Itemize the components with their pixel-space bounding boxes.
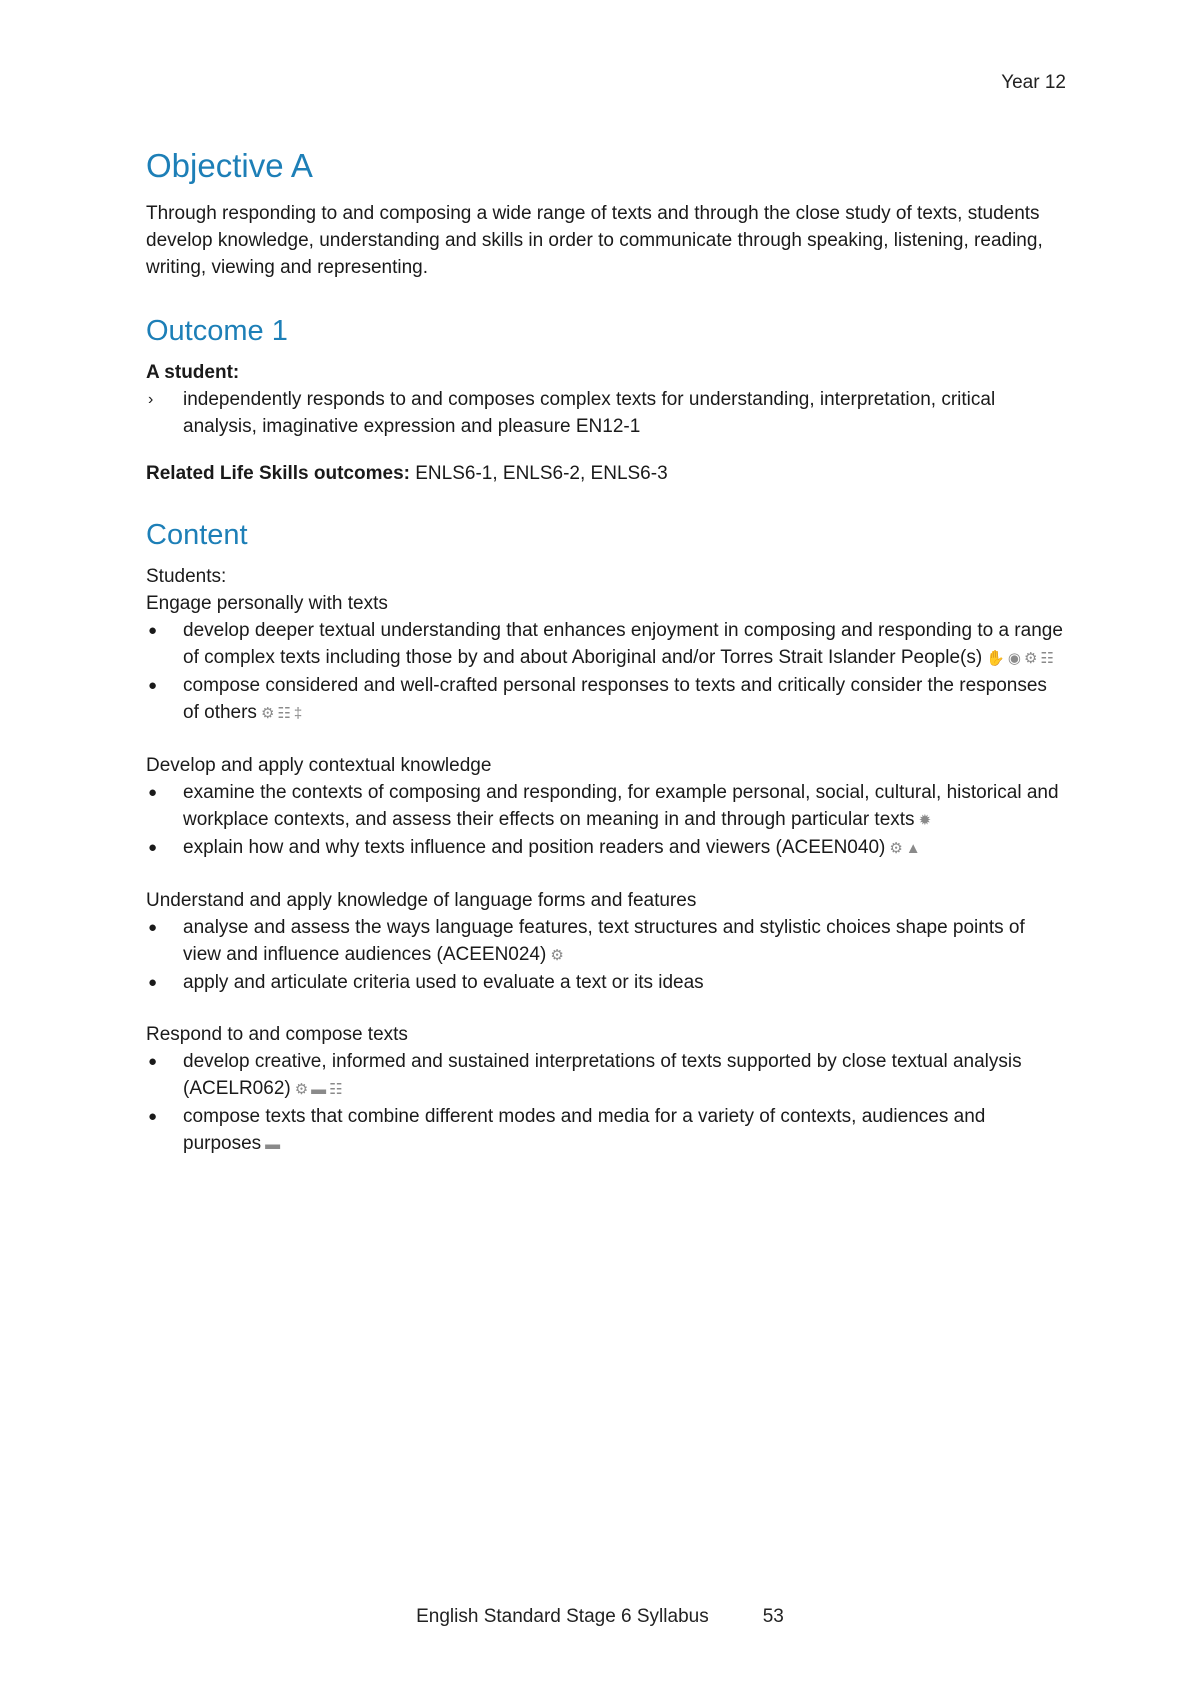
bullet-icon: ● (148, 1108, 158, 1125)
critical-creative-thinking-icon: ⚙ (294, 1081, 312, 1098)
learning-across-curriculum-icons (295, 1081, 346, 1098)
bullet-icon: ● (148, 919, 158, 936)
footer (0, 1606, 1200, 1628)
learning-across-curriculum-icons (986, 650, 1057, 667)
bullet-icon: ● (148, 839, 158, 856)
critical-creative-thinking-icon: ⚙ (550, 947, 567, 964)
content-item-text: compose considered and well-crafted personal responses to texts and critically consider the responses of others (183, 675, 1047, 723)
critical-creative-thinking-icon: ⚙ (889, 840, 906, 857)
content-group-title: Develop and apply contextual knowledge (146, 755, 492, 776)
content-item-text: examine the contexts of composing and responding, for example personal, social, cultural, historical and workplace contexts, and assess their effects on meaning in and through particular texts (183, 782, 1059, 830)
aboriginal-torres-strait-islander-icon: ✋ (986, 650, 1008, 667)
page-content (146, 146, 1066, 1183)
content-group-title: Understand and apply knowledge of language forms and features (146, 890, 697, 911)
content-list (146, 1048, 1066, 1158)
related-value: ENLS6-1, ENLS6-2, ENLS6-3 (409, 463, 668, 484)
outcome-list (146, 386, 1066, 440)
difference-diversity-icon: ‡ (293, 705, 306, 722)
page-number: 53 (762, 1606, 784, 1627)
objective-text: Through responding to and composing a wide range of texts and through the close study of texts, students develop knowledge, understanding and skills in order to communicate through speaking, listening, reading, writing, viewing and representing. (146, 203, 1043, 278)
personal-social-capability-icon: ☷ (1040, 650, 1057, 667)
outcome-item (146, 386, 1066, 440)
ict-capability-icon: ▬ (311, 1081, 330, 1098)
content-list (146, 779, 1066, 862)
civics-citizenship-icon: ▲ (905, 840, 924, 857)
personal-social-capability-icon: ☷ (329, 1081, 346, 1098)
content-group-title: Respond to and compose texts (146, 1024, 408, 1045)
content-item (146, 617, 1066, 672)
critical-creative-thinking-icon: ⚙ (1023, 650, 1041, 667)
learning-across-curriculum-icons (261, 705, 305, 722)
content-item (146, 834, 1066, 862)
objective-title: Objective A (146, 147, 313, 184)
personal-social-capability-icon: ☷ (277, 705, 294, 722)
bullet-icon: ● (148, 784, 158, 801)
learning-across-curriculum-icons (919, 812, 935, 829)
content-item-text: develop deeper textual understanding that enhances enjoyment in composing and responding to a range of complex texts including those by and about Aboriginal and/or Torres Strait Islander People(s) (183, 620, 1063, 668)
content-item (146, 969, 1066, 996)
footer-title: English Standard Stage 6 Syllabus (416, 1606, 709, 1627)
bullet-icon: ● (148, 677, 158, 694)
content-list (146, 914, 1066, 996)
content-group (146, 590, 1066, 727)
ethical-understanding-icon: ◉ (1007, 650, 1024, 667)
content-item (146, 1048, 1066, 1103)
content-item-text: analyse and assess the ways language features, text structures and stylistic choices shape points of view and influence audiences (ACEEN024) (183, 917, 1025, 965)
student-label: A student: (146, 362, 240, 383)
related-label: Related Life Skills outcomes: (146, 463, 410, 484)
running-header: Year 12 (1001, 72, 1066, 93)
chevron-right-icon: › (148, 391, 154, 408)
content-item-text: apply and articulate criteria used to evaluate a text or its ideas (183, 972, 704, 993)
outcome-title: Outcome 1 (146, 315, 288, 347)
content-groups (146, 590, 1066, 1158)
content-item (146, 672, 1066, 727)
bullet-icon: ● (148, 974, 158, 991)
ict-capability-icon: ▬ (265, 1136, 284, 1153)
bullet-icon: ● (148, 1053, 158, 1070)
content-item-text: compose texts that combine different modes and media for a variety of contexts, audiences and purposes (183, 1106, 986, 1154)
content-item (146, 914, 1066, 969)
content-group (146, 752, 1066, 862)
intercultural-understanding-icon: ✹ (918, 812, 935, 829)
content-item-text: explain how and why texts influence and position readers and viewers (ACEEN040) (183, 837, 886, 858)
content-list (146, 617, 1066, 727)
learning-across-curriculum-icons (550, 947, 566, 964)
related-outcomes (146, 460, 1066, 487)
content-item (146, 779, 1066, 834)
content-item (146, 1103, 1066, 1158)
content-item-text: develop creative, informed and sustained interpretations of texts supported by close textual analysis (ACELR062) (183, 1051, 1022, 1099)
outcome-item-text: independently responds to and composes complex texts for understanding, interpretation, critical analysis, imaginative expression and pleasure EN12-1 (183, 389, 996, 437)
learning-across-curriculum-icons (889, 840, 923, 857)
content-group (146, 1021, 1066, 1158)
critical-creative-thinking-icon: ⚙ (260, 705, 278, 722)
content-group (146, 887, 1066, 996)
students-label: Students: (146, 566, 227, 587)
bullet-icon: ● (148, 622, 158, 639)
content-title: Content (146, 519, 248, 551)
learning-across-curriculum-icons (265, 1136, 283, 1153)
content-group-title: Engage personally with texts (146, 593, 388, 614)
